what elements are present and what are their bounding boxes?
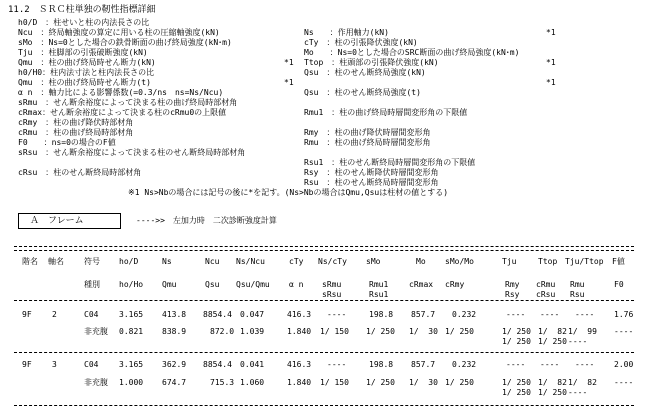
axis-cell: 2 <box>52 310 57 319</box>
data-cell: 0.041 <box>240 360 265 369</box>
col-header: F値 <box>612 257 625 266</box>
page-title: 11.2 ＳＲＣ柱単独の靭性指標詳細 <box>8 5 156 15</box>
data-cell: 857.7 <box>411 310 436 319</box>
col-header: Ns <box>162 257 172 266</box>
data-cell: 1/ 250 1/ 250 <box>502 327 531 346</box>
legend-item: Mo ：Ns=0とした場合のSRC断面の曲げ終局強度(kN･m) <box>304 48 520 57</box>
col-header: Qsu/Qmu <box>236 280 270 289</box>
legend-item: Tju ：柱脚部の引張破断強度(kN) <box>18 48 148 57</box>
legend-item: cRmu ：柱の曲げ終局時部材角 <box>18 128 134 137</box>
col-header: cRmax <box>409 280 434 289</box>
legend-item: sRsu ：せん断余裕度によって決まる柱のせん断終局時部材角 <box>18 148 246 157</box>
data-cell: ---- <box>540 360 560 369</box>
axis-cell: 3 <box>52 360 57 369</box>
legend-item: cTy ：柱の引張降伏強度(kN) <box>304 38 418 47</box>
col-header: Ttop <box>538 257 558 266</box>
legend-item: cRmy ：柱の曲げ降伏時部材角 <box>18 118 134 127</box>
col-header: Qsu <box>205 280 220 289</box>
data-cell: 1/ 150 <box>320 327 349 336</box>
floor-cell: 9F <box>22 310 32 319</box>
data-cell: 8854.4 <box>203 310 232 319</box>
data-cell: ---- <box>575 360 595 369</box>
col-header: cRmu cRsu <box>536 280 556 299</box>
data-cell: 198.8 <box>369 310 394 319</box>
data-cell: 1/ 99 ---- <box>568 327 597 346</box>
data-cell: ---- <box>614 327 634 336</box>
data-cell: 0.047 <box>240 310 265 319</box>
floor-cell: 9F <box>22 360 32 369</box>
col-header: sMo <box>366 257 381 266</box>
col-header: Ns/Ncu <box>236 257 265 266</box>
col-header: 階名 <box>22 257 38 266</box>
data-cell: 715.3 <box>210 378 235 387</box>
legend-item: α n ：軸力比による影響係数(=0.3/ns ns=Ns/Ncu) <box>18 88 224 97</box>
legend-item: h0/D ：柱せいと柱の内法長さの比 <box>18 18 150 27</box>
data-cell: 2.00 <box>614 360 634 369</box>
col-header: Rmu Rsu <box>570 280 585 299</box>
legend-item: Ncu ：終局軸強度の算定に用いる柱の圧縮軸強度(kN) <box>18 28 220 37</box>
data-cell: 838.9 <box>162 327 187 336</box>
legend-item: Rmu1 ：柱の曲げ終局時層間変形角の下限値 <box>304 108 468 117</box>
legend-item: Qmu ：柱の曲げ終局時せん断力(kN) <box>18 58 156 67</box>
legend-item: Rmu ：柱の曲げ終局時層間変形角 <box>304 138 431 147</box>
col-header: cTy <box>289 257 304 266</box>
col-header: F0 <box>614 280 624 289</box>
legend-mark: *1 <box>546 58 556 67</box>
data-cell: 8854.4 <box>203 360 232 369</box>
data-cell: ---- <box>506 360 526 369</box>
data-cell: 1/ 250 <box>366 378 395 387</box>
frame-label: Ａ フレーム <box>30 216 84 226</box>
data-cell: 1/ 250 <box>366 327 395 336</box>
data-cell: ---- <box>575 310 595 319</box>
col-header: 軸名 <box>48 257 64 266</box>
data-cell: ---- <box>506 310 526 319</box>
legend-item: Qsu ：柱のせん断終局強度(t) <box>304 88 421 97</box>
data-cell: ---- <box>327 360 347 369</box>
legend-item: Rsy ：柱のせん断降伏時層間変形角 <box>304 168 439 177</box>
data-cell: 1.840 <box>287 378 312 387</box>
data-cell: 1/ 30 <box>409 327 438 336</box>
data-cell: 857.7 <box>411 360 436 369</box>
data-cell: 198.8 <box>369 360 394 369</box>
data-cell: ---- <box>614 378 634 387</box>
col-header: α n <box>289 280 304 289</box>
data-cell: C04 <box>84 310 99 319</box>
arrow-text: ---->> 左加力時 二次診断強度計算 <box>136 216 277 225</box>
legend-mark: *1 <box>284 78 294 87</box>
data-cell: ---- <box>540 310 560 319</box>
legend-item: Rsu ：柱のせん断終局時層間変形角 <box>304 178 439 187</box>
data-cell: 1/ 82 1/ 250 <box>538 327 567 346</box>
data-cell: 非充腹 <box>84 327 108 336</box>
data-cell: 1/ 250 1/ 250 <box>502 378 531 397</box>
data-cell: 1/ 30 <box>409 378 438 387</box>
col-header: Rmu1 Rsu1 <box>369 280 389 299</box>
legend-item: Qmu ：柱の曲げ終局時せん断力(t) <box>18 78 151 87</box>
col-header: Tju/Ttop <box>565 257 604 266</box>
data-cell: 0.232 <box>452 310 477 319</box>
legend-item: Qsu ：柱のせん断終局強度(kN) <box>304 68 426 77</box>
col-header: Mo <box>416 257 426 266</box>
col-header: ho/D <box>119 257 139 266</box>
data-cell: 3.165 <box>119 360 144 369</box>
legend-item: Rsu1 ：柱のせん断終局時層間変形角の下限値 <box>304 158 476 167</box>
data-cell: 362.9 <box>162 360 187 369</box>
col-header: 種別 <box>84 280 100 289</box>
legend-item: cRsu ：柱のせん断終局時部材角 <box>18 168 142 177</box>
data-cell: 1.039 <box>240 327 265 336</box>
data-cell: 1.060 <box>240 378 265 387</box>
legend-item: Ttop ：柱頭部の引張降伏強度(kN) <box>304 58 439 67</box>
data-cell: 非充腹 <box>84 378 108 387</box>
legend-mark: *1 <box>546 28 556 37</box>
legend-item: sRmu ：せん断余裕度によって決まる柱の曲げ終局時部材角 <box>18 98 238 107</box>
data-cell: 416.3 <box>287 360 312 369</box>
col-header: ho/Ho <box>119 280 144 289</box>
data-cell: 1.000 <box>119 378 144 387</box>
legend-mark: *1 <box>284 58 294 67</box>
legend-mark: *1 <box>546 78 556 87</box>
data-cell: 1/ 250 <box>445 327 474 336</box>
data-cell: 1/ 82 1/ 250 <box>538 378 567 397</box>
data-cell: 1.76 <box>614 310 634 319</box>
col-header: 符号 <box>84 257 100 266</box>
data-cell: 3.165 <box>119 310 144 319</box>
col-header: sRmu sRsu <box>322 280 342 299</box>
data-cell: 1/ 82 ---- <box>568 378 597 397</box>
data-cell: 0.232 <box>452 360 477 369</box>
col-header: cRmy <box>445 280 465 289</box>
data-cell: 1/ 250 <box>445 378 474 387</box>
data-cell: ---- <box>327 310 347 319</box>
legend-item: Rmy ：柱の曲げ降伏時層間変形角 <box>304 128 431 137</box>
legend-item: Ns ：作用軸力(kN) <box>304 28 389 37</box>
data-cell: 416.3 <box>287 310 312 319</box>
legend-item: F0 ：ns=0の場合のF値 <box>18 138 116 147</box>
col-header: sMo/Mo <box>445 257 474 266</box>
data-cell: 674.7 <box>162 378 187 387</box>
footnote: ※1 Ns>Nbの場合には記号の後に*を記す。(Ns>Nbの場合はQmu,Qsuは柱材の値とする) <box>128 188 449 197</box>
col-header: Tju <box>502 257 517 266</box>
data-cell: C04 <box>84 360 99 369</box>
legend-item: sMo ：Ns=0とした場合の鉄骨断面の曲げ終局強度(kN･m) <box>18 38 232 47</box>
col-header: Ncu <box>205 257 220 266</box>
data-cell: 872.0 <box>210 327 235 336</box>
col-header: Qmu <box>162 280 177 289</box>
col-header: Ns/cTy <box>318 257 347 266</box>
data-cell: 0.821 <box>119 327 144 336</box>
legend-item: cRmax：せん断余裕度によって決まる柱のcRmu0の上限値 <box>18 108 227 117</box>
col-header: Rmy Rsy <box>505 280 520 299</box>
data-cell: 413.8 <box>162 310 187 319</box>
data-cell: 1.840 <box>287 327 312 336</box>
legend-item: h0/H0：柱内法寸法と柱内法長さの比 <box>18 68 155 77</box>
data-cell: 1/ 150 <box>320 378 349 387</box>
